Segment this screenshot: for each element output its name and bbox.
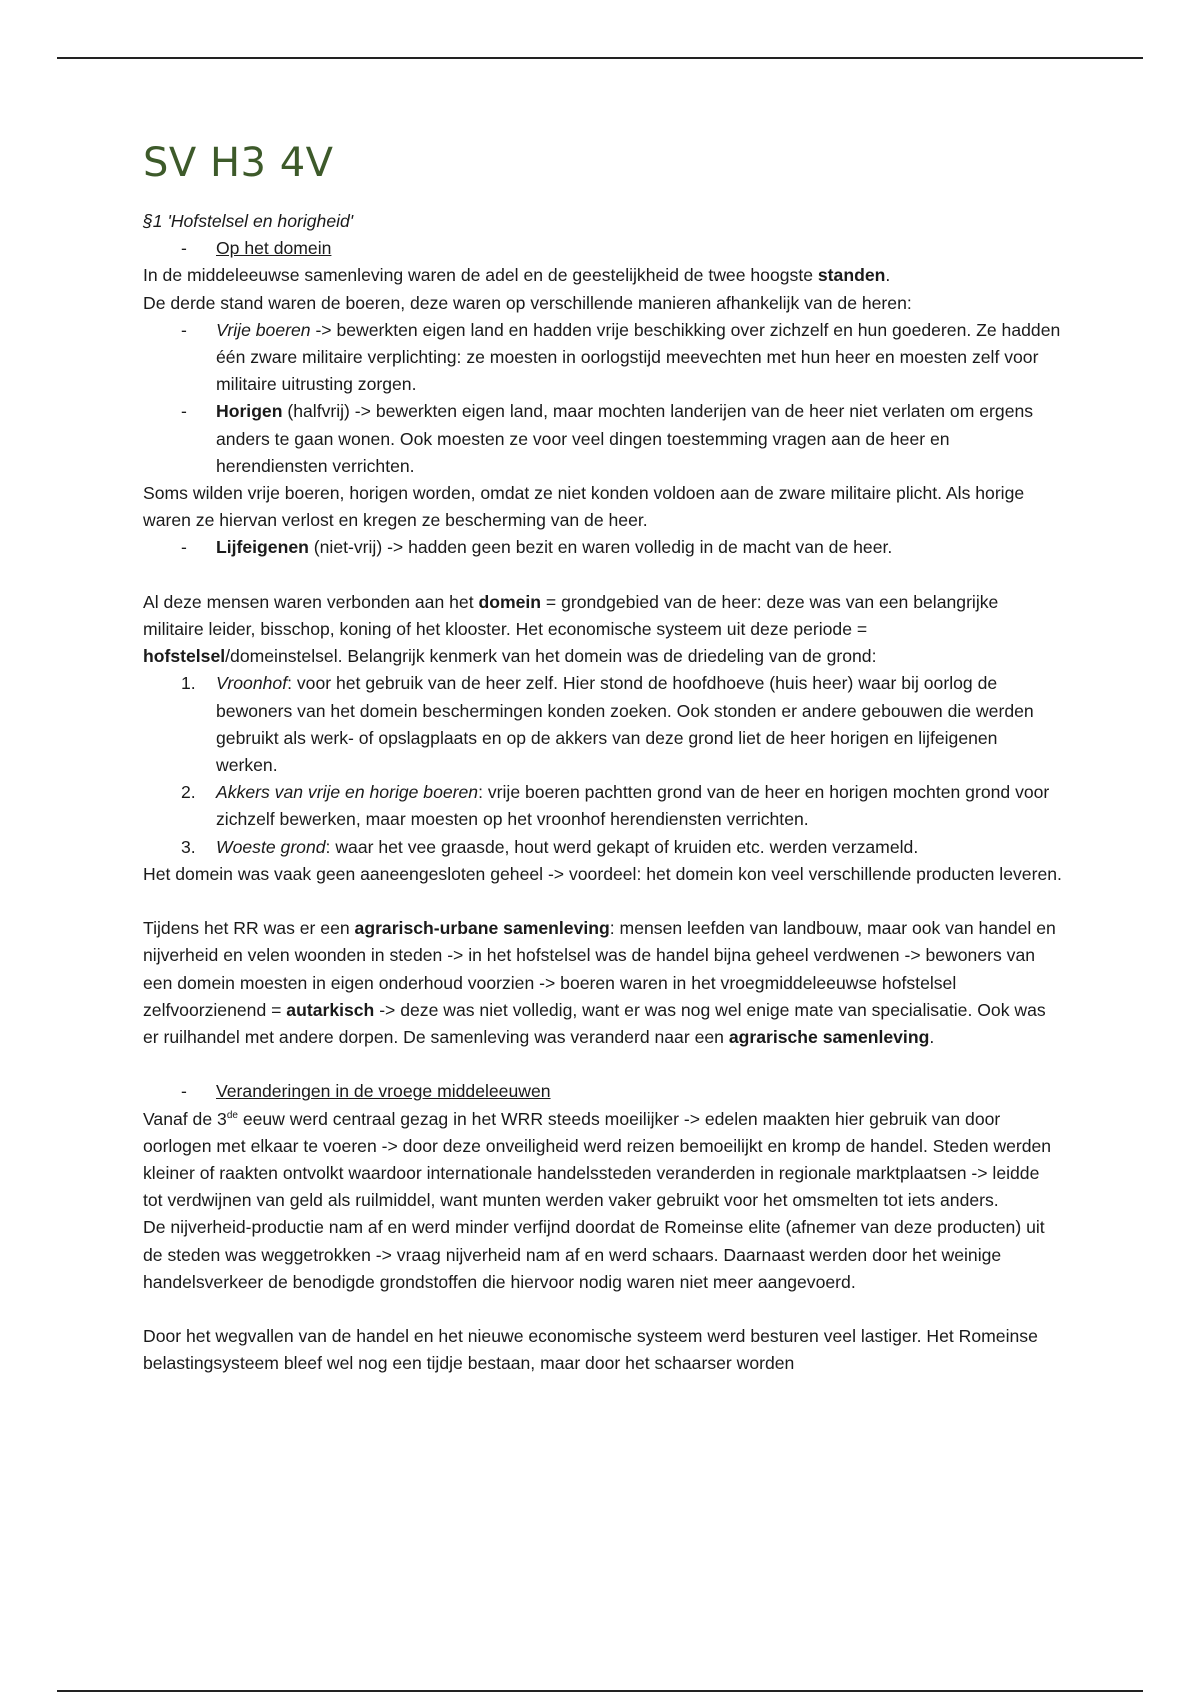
text-run: (niet-vrij) -> hadden geen bezit en waren volledig in de macht van de heer.: [308, 537, 893, 558]
header-rule: [57, 57, 1143, 59]
subheading-veranderingen: [143, 1078, 1063, 1105]
bullet-marker: -: [181, 319, 187, 340]
number-marker: 3.: [181, 836, 196, 857]
paragraph-spacer: [143, 1296, 1063, 1323]
numbered-item-text: [216, 670, 1063, 779]
text-run: -> bewerkten eigen land en hadden vrije beschikking over zichzelf en hun goederen. Ze hadden één zware militaire verplichting: ze moesten in oorlogstijd meevechten met hun heer en moesten zelf voor militaire uitrusting zorgen.: [216, 319, 1061, 395]
text-run: : waar het vee graasde, hout werd gekapt of kruiden etc. werden verzameld.: [325, 836, 919, 857]
bold-term: standen: [817, 265, 886, 286]
numbered-item-text: [216, 779, 1063, 833]
bullet-marker: -: [181, 1081, 187, 1102]
subheading-domein: [143, 235, 1063, 262]
bold-term: autarkisch: [286, 999, 375, 1020]
italic-term: Vrije boeren: [216, 319, 311, 340]
document-title: SV H3 4V: [143, 140, 334, 186]
paragraph-nijverheid: De nijverheid-productie nam af en werd minder verfijnd doordat de Romeinse elite (afnemer van deze producten) uit de steden was weggetrokken -> vraag nijverheid nam af en werd schaars. Daarnaast werden door het weinige handelsverkeer de benodigde grondstoffen die hiervoor nodig waren niet meer aangevoerd.: [143, 1217, 1045, 1292]
paragraph-agrarisch: [143, 915, 1063, 1051]
bullet-marker: -: [181, 537, 187, 558]
numbered-item-text: [216, 834, 1063, 861]
number-marker: 1.: [181, 673, 196, 694]
numbered-item-akkers: [143, 779, 1063, 833]
document-body: [143, 208, 1063, 1378]
list-item-horigen: [143, 398, 1063, 480]
subheading-text: Veranderingen in de vroege middeleeuwen: [216, 1081, 551, 1102]
text-run: = grondgebied van de heer: deze was van een belangrijke militaire leider, bisschop, koning of het klooster. Het economische systeem uit deze periode =: [143, 591, 999, 640]
numbered-item-woeste-grond: [143, 834, 1063, 861]
footer-rule: [57, 1690, 1143, 1692]
paragraph-spacer: [143, 888, 1063, 915]
list-item-lijfeigenen: [143, 534, 1063, 561]
bold-term: Horigen: [216, 401, 283, 422]
list-item-text: [216, 317, 1063, 399]
numbered-item-vroonhof: [143, 670, 1063, 779]
paragraph-aaneengesloten: Het domein was vaak geen aaneengesloten geheel -> voordeel: het domein kon veel verschillende producten leveren.: [143, 863, 1062, 884]
paragraph-centraal-gezag: [143, 1106, 1063, 1215]
list-item-text: [216, 534, 1063, 561]
subheading-text: Op het domein: [216, 238, 332, 259]
bold-term: Lijfeigenen: [216, 537, 309, 558]
text-run: .: [929, 1027, 935, 1048]
bullet-marker: -: [181, 238, 187, 259]
document-page: [143, 140, 1063, 1378]
bullet-marker: -: [181, 401, 187, 422]
text-run: Al deze mensen waren verbonden aan het: [143, 591, 479, 612]
italic-term: Akkers van vrije en horige boeren: [216, 782, 479, 803]
paragraph-domein: [143, 589, 1063, 671]
text-run: : vrije boeren pachtten grond van de heer en horigen mochten grond voor zichzelf bewerken, maar moesten op het vroonhof herendiensten verrichten.: [216, 782, 1050, 830]
list-item-vrije-boeren: [143, 317, 1063, 399]
text-run: Vanaf de 3: [143, 1108, 227, 1129]
paragraph-horige-worden: Soms wilden vrije boeren, horigen worden, omdat ze niet konden voldoen aan de zware militaire plicht. Als horige waren ze hiervan verlost en kregen ze bescherming van de heer.: [143, 483, 1025, 531]
text-run: .: [885, 265, 891, 286]
number-marker: 2.: [181, 782, 196, 803]
bold-term: hofstelsel: [143, 646, 226, 667]
text-run: : voor het gebruik van de heer zelf. Hier stond de hoofdhoeve (huis heer) waar bij oorlog de bewoners van het domein beschermingen konden zoeken. Ook stonden er andere gebouwen die werden gebruikt als werk- of opslagplaats en op de akkers van deze grond liet de heer horigen en lijfeigenen werken.: [216, 673, 1034, 776]
text-run: Tijdens het RR was er een: [143, 918, 355, 939]
text-run: /domeinstelsel. Belangrijk kenmerk van het domein was de driedeling van de grond:: [225, 646, 877, 667]
paragraph-spacer: [143, 1051, 1063, 1078]
paragraph-spacer: [143, 562, 1063, 589]
paragraph-standen: [143, 262, 1063, 289]
italic-term: Woeste grond: [216, 836, 326, 857]
text-run: : mensen leefden van landbouw, maar ook van handel en nijverheid en velen woonden in steden -> in het hofstelsel was de handel bijna geheel verdwenen -> bewoners van een domein moesten in eigen onderhoud voorzien -> boeren waren in het vroegmiddeleeuwse hofstelsel zelfvoorzienend =: [143, 918, 1056, 1020]
text-run: -> deze was niet volledig, want er was nog wel enige mate van specialisatie. Ook was er ruilhandel met andere dorpen. De samenleving was veranderd naar een: [143, 999, 1046, 1048]
text-run: eeuw werd centraal gezag in het WRR steeds moeilijker -> edelen maakten hier gebruik van door oorlogen met elkaar te voeren -> door deze onveiligheid werd reizen bemoeilijkt en kromp de handel. Steden werden kleiner of raakten ontvolkt waardoor internationale handelssteden veranderden in regionale marktplaatsen -> leidde tot verdwijnen van geld als ruilmiddel, want munten werden vaker gebruikt voor het omsmelten tot iets anders.: [143, 1108, 1052, 1211]
superscript: de: [226, 1109, 238, 1121]
italic-term: Vroonhof: [216, 673, 288, 694]
paragraph-besturen: Door het wegvallen van de handel en het nieuwe economische systeem werd besturen veel lastiger. Het Romeinse belastingsysteem bleef wel nog een tijdje bestaan, maar door het schaarser worden: [143, 1326, 1038, 1374]
bold-term: agrarisch-urbane samenleving: [354, 918, 610, 939]
section-heading: §1 'Hofstelsel en horigheid': [143, 211, 354, 231]
list-item-text: [216, 398, 1063, 480]
bold-term: agrarische samenleving: [728, 1027, 930, 1048]
text-run: (halfvrij) -> bewerkten eigen land, maar mochten landerijen van de heer niet verlaten om ergens anders te gaan wonen. Ook moesten ze voor veel dingen toestemming vragen aan de heer en herendiensten verrichten.: [216, 401, 1034, 476]
bold-term: domein: [478, 591, 542, 612]
text-run: In de middeleeuwse samenleving waren de adel en de geestelijkheid de twee hoogste: [143, 265, 818, 286]
paragraph-derde-stand: De derde stand waren de boeren, deze waren op verschillende manieren afhankelijk van de heren:: [143, 292, 912, 313]
